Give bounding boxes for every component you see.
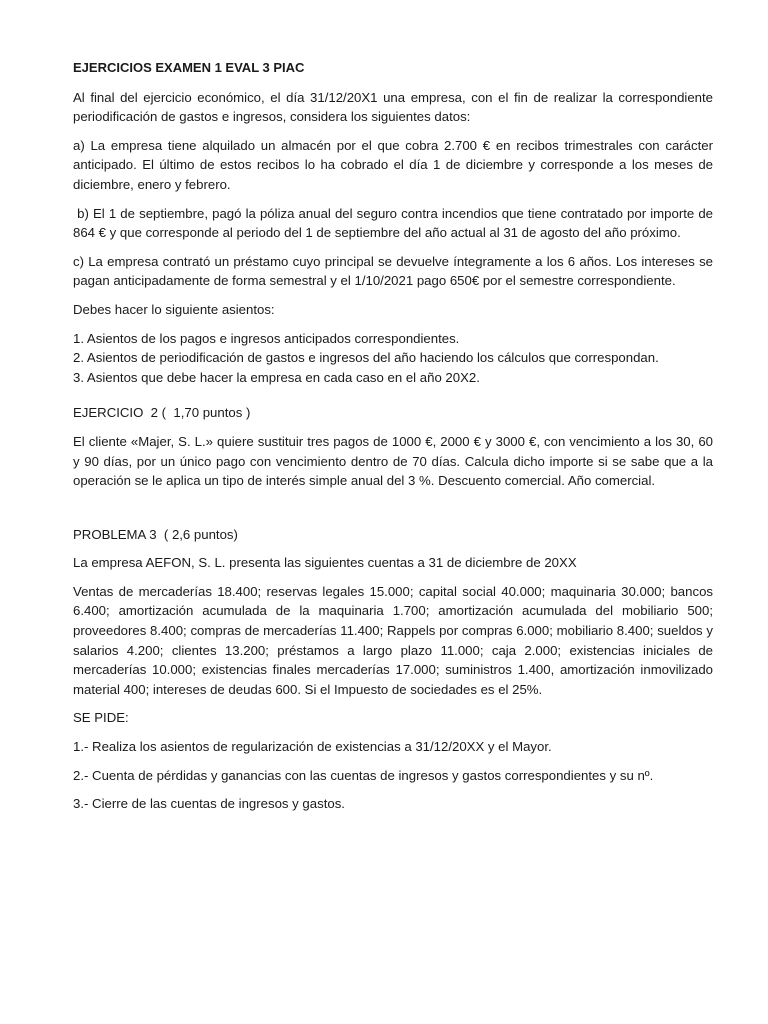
exercise-2-heading: EJERCICIO 2 ( 1,70 puntos )	[73, 405, 251, 421]
exercise-1-instructions: Debes hacer lo siguiente asientos:	[73, 301, 275, 317]
exercise-2-body: El cliente «Majer, S. L.» quiere sustituir tres pagos de 1000 €, 2000 € y 3000 €, con vencimiento a los 30, 60 y 90 días, por un único pago con vencimiento dentro de 70 días. Calcula dicho importe si se sabe que a la operación se le aplica un tipo de interés simple anual del 3 %. Descuento comercial. Año comercial.	[73, 433, 713, 489]
exercise-1-task-list	[73, 329, 713, 388]
problem-3-heading: PROBLEMA 3 ( 2,6 puntos)	[73, 526, 238, 542]
problem-3-task-1: 1.- Realiza los asientos de regularización de existencias a 31/12/20XX y el Mayor.	[73, 739, 552, 755]
exercise-1-item-b: b) El 1 de septiembre, pagó la póliza anual del seguro contra incendios que tiene contratado por importe de 864 € y que corresponde al periodo del 1 de septiembre del año actual al 31 de agosto del año próximo.	[73, 205, 717, 241]
problem-3-accounts: Ventas de mercaderías 18.400; reservas legales 15.000; capital social 40.000; maquinaria 30.000; bancos 6.400; amortización acumulada de la maquinaria 1.700; amortización acumulada del mobiliario 500; proveedores 8.400; compras de mercaderías 11.400; Rappels por compras 6.000; mobiliario 8.400; sueldos y salarios 4.200; clientes 13.200; préstamos a largo plazo 11.000; caja 2.000; existencias iniciales de mercaderías 10.000; existencias finales mercaderías 17.000; suministros 1.400, amortización inmovilizado material 400; intereses de deudas 600. Si el Impuesto de sociedades es el 25%.	[73, 583, 713, 697]
problem-3-task-2: 2.- Cuenta de pérdidas y ganancias con las cuentas de ingresos y gastos correspondientes y su nº.	[73, 767, 654, 783]
problem-3-intro: La empresa AEFON, S. L. presenta las siguientes cuentas a 31 de diciembre de 20XX	[73, 555, 577, 571]
exercise-1-intro: Al final del ejercicio económico, el día 31/12/20X1 una empresa, con el fin de realizar la correspondiente periodificación de gastos e ingresos, considera los siguientes datos:	[73, 89, 713, 125]
exercise-1-item-a: a) La empresa tiene alquilado un almacén por el que cobra 2.700 € en recibos trimestrales con carácter anticipado. El último de estos recibos lo ha cobrado el día 1 de diciembre y corresponde a los meses de diciembre, enero y febrero.	[73, 137, 713, 192]
list-item: 1. Asientos de los pagos e ingresos anticipados correspondientes.	[73, 330, 460, 346]
document-title: EJERCICIOS EXAMEN 1 EVAL 3 PIAC	[73, 60, 305, 75]
exercise-1-item-c: c) La empresa contrató un préstamo cuyo principal se devuelve íntegramente a los 6 años. Los intereses se pagan anticipadamente de forma semestral y el 1/10/2021 pago 650€ por el semestre correspondiente.	[73, 253, 713, 289]
problem-3-task-3: 3.- Cierre de las cuentas de ingresos y gastos.	[73, 796, 345, 812]
list-item: 2. Asientos de periodificación de gastos e ingresos del año haciendo los cálculos que correspondan.	[73, 350, 659, 366]
list-item: 3. Asientos que debe hacer la empresa en cada caso en el año 20X2.	[73, 369, 480, 385]
problem-3-se-pide: SE PIDE:	[73, 710, 129, 726]
